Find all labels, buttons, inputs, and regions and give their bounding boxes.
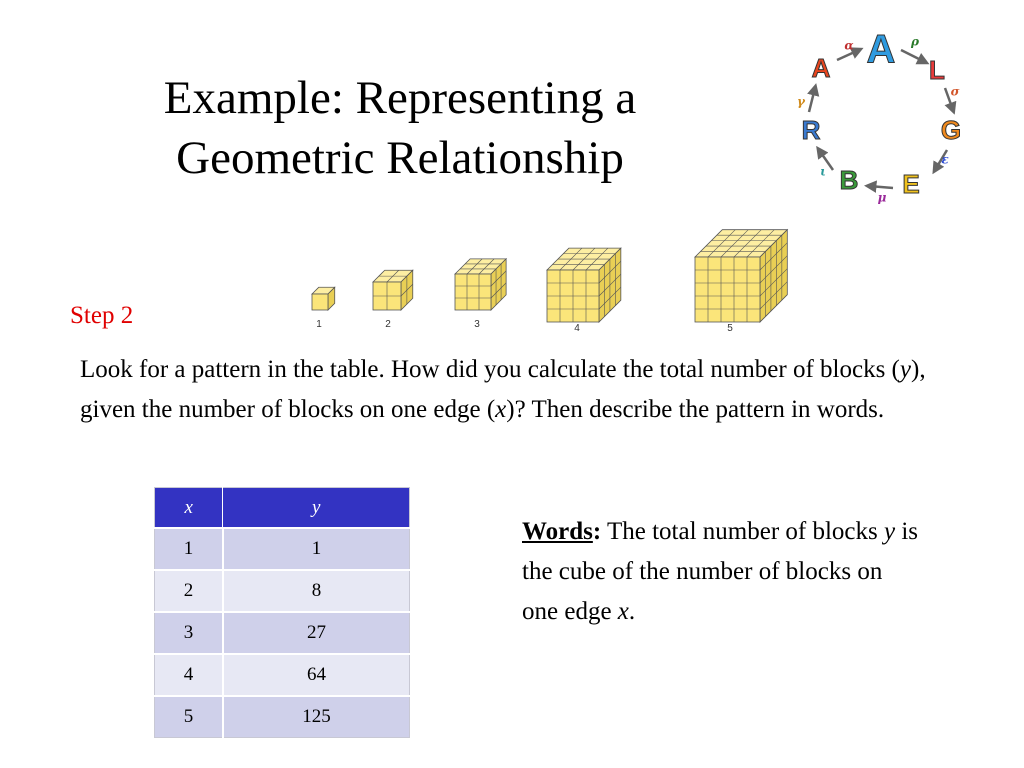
logo-greek-letter: γ (797, 94, 805, 109)
data-table (154, 487, 410, 738)
logo-arrow (901, 50, 925, 62)
cube-label: 1 (316, 319, 322, 330)
table-cell-y: 64 (223, 654, 410, 696)
table-cell-y: 8 (223, 570, 410, 612)
table-cell-x: 3 (155, 612, 223, 654)
table-header-x: x (155, 488, 223, 529)
table-row (155, 696, 410, 738)
words-label: Words (522, 518, 593, 545)
logo-greek-letter: μ (877, 190, 887, 205)
cube-2 (373, 270, 413, 330)
logo-greek-letter: ι (820, 164, 826, 179)
cube-label: 2 (385, 319, 391, 330)
prompt-var-x: x (495, 396, 507, 423)
words-var-y: y (884, 518, 896, 545)
cube-5 (695, 230, 787, 334)
logo-letter: E (902, 168, 920, 199)
words-part-2: is the cube of the number of blocks on one edge (522, 518, 919, 625)
logo-letter: L (929, 54, 945, 85)
logo-greek-letter: α (844, 38, 854, 53)
logo-letter: R (801, 114, 821, 145)
table-cell-x: 2 (155, 570, 223, 612)
algebra-logo (785, 20, 985, 205)
logo-letter: A (811, 52, 831, 83)
cube-label: 4 (574, 323, 580, 334)
logo-letter: G (940, 114, 962, 145)
cube-label: 3 (474, 319, 480, 330)
table-cell-x: 4 (155, 654, 223, 696)
table-cell-x: 1 (155, 528, 223, 570)
logo-greek-letter: ρ (911, 34, 919, 49)
table-header-row (155, 488, 410, 529)
logo-arrow (809, 88, 815, 112)
prompt-part-2: ), given the number of blocks on one edge ( (80, 356, 926, 423)
prompt-text (80, 350, 950, 430)
cube-label: 5 (727, 323, 733, 334)
logo-greek-letter: ε (941, 152, 949, 167)
words-description (522, 512, 922, 632)
words-colon: : (592, 518, 602, 545)
step-label: Step 2 (70, 302, 134, 329)
table-header-y: y (223, 488, 410, 529)
table-cell-y: 27 (223, 612, 410, 654)
cube-3 (455, 259, 506, 330)
table-row (155, 528, 410, 570)
table-row (155, 612, 410, 654)
words-var-x: x (617, 598, 629, 625)
table-row (155, 570, 410, 612)
prompt-part-3: )? Then describe the pattern in words. (506, 396, 885, 423)
prompt-part-1: Look for a pattern in the table. How did you calculate the total number of blocks ( (80, 356, 900, 383)
cube-sequence (300, 210, 820, 335)
table-cell-x: 5 (155, 696, 223, 738)
cube-4 (547, 248, 621, 334)
title-line-2: Geometric Relationship (176, 132, 624, 184)
logo-letter: A (866, 27, 896, 72)
title-line-1: Example: Representing a (163, 72, 637, 124)
logo-arrow (869, 186, 893, 188)
cube-1 (312, 287, 335, 330)
logo-greek-letter: σ (950, 84, 960, 99)
table-cell-y: 125 (223, 696, 410, 738)
words-part-1: The total number of blocks (601, 518, 884, 545)
slide-title (90, 68, 710, 188)
logo-letter: B (839, 164, 859, 195)
table-cell-y: 1 (223, 528, 410, 570)
table-row (155, 654, 410, 696)
words-part-3: . (628, 598, 636, 625)
prompt-var-y: y (899, 356, 911, 383)
